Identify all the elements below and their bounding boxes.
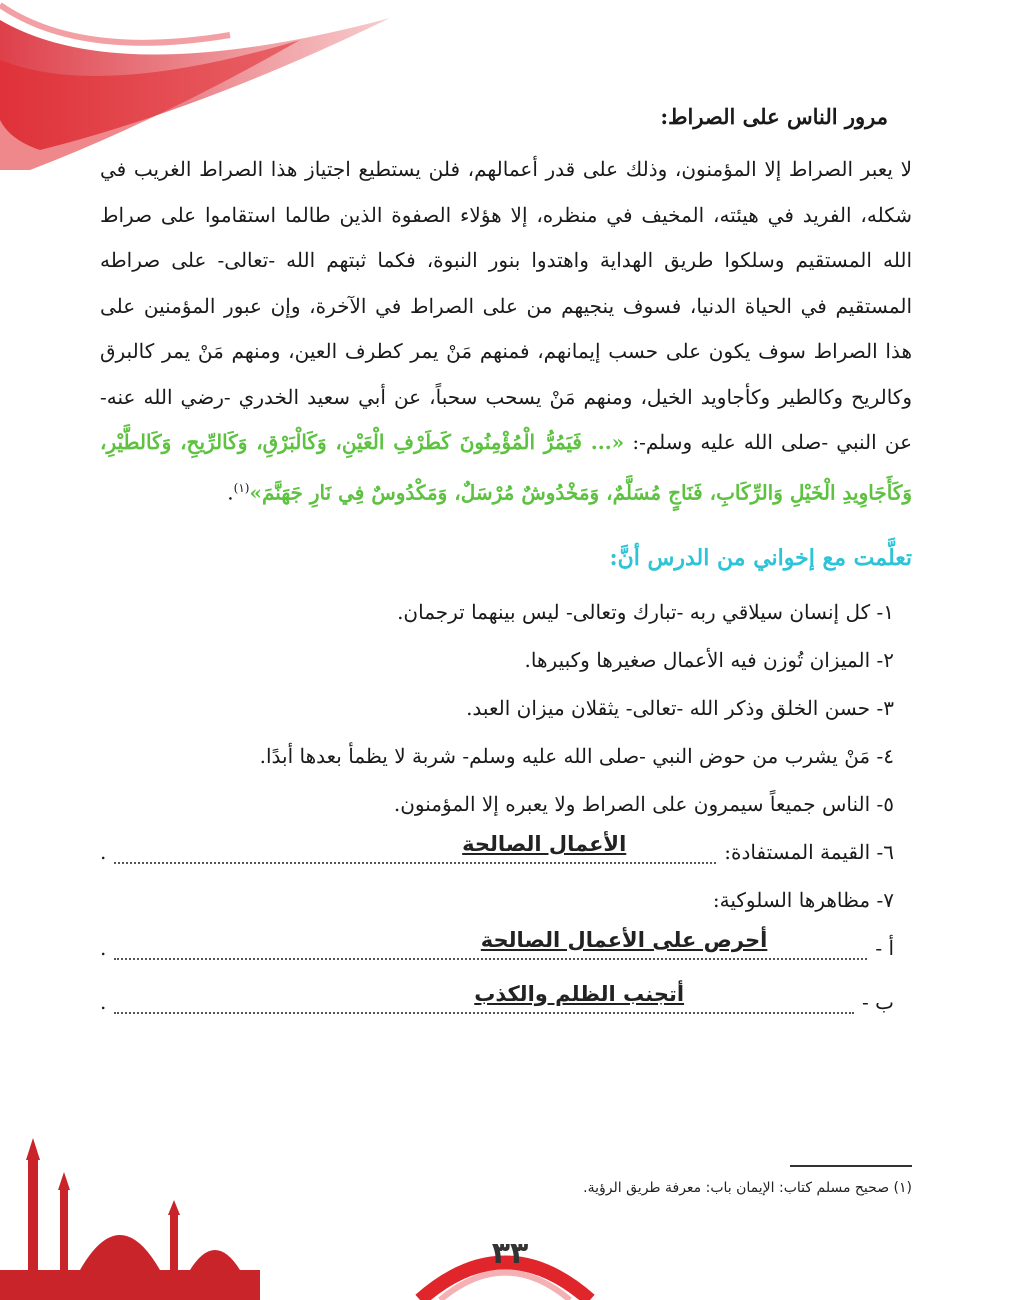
behavior-b-end-dot: . bbox=[100, 989, 107, 1014]
behavior-b-label: ب - bbox=[862, 989, 894, 1014]
hadith-text: «... فَيَمُرُّ الْمُؤْمِنُونَ كَطَرْفِ الْعَيْنِ، وَكَالْبَرْقِ، وَكَالرِّيحِ، وَكَالطَّيْرِ، وَكَأَجَاوِيدِ الْخَيْلِ وَالرِّكَابِ، فَنَاجٍ مُسَلَّمٌ، وَمَخْدُوشٌ مُرْسَلٌ، وَمَكْدُوسٌ فِي نَارِ جَهَنَّمَ» bbox=[100, 430, 912, 505]
paragraph-line: الغريب في شكله، الفريد في هيئته، المخيف في منظره، إلا هؤلاء الصفوة الذين طالما bbox=[100, 157, 913, 227]
behavior-a-end-dot: . bbox=[100, 935, 107, 960]
footnote: (١) صحيح مسلم كتاب: الإيمان باب: معرفة طريق الرؤية. bbox=[583, 1180, 912, 1196]
list-item: ٢- الميزان تُوزن فيه الأعمال صغيرها وكبيرها. bbox=[524, 647, 894, 672]
value-label: ٦- القيمة المستفادة: bbox=[724, 839, 894, 864]
lesson-content bbox=[100, 95, 912, 1026]
hadith-intro: عن أبي سعيد الخدري -رضي الله عنه- عن النبي -صلى الله عليه وسلم-: bbox=[100, 384, 913, 454]
footnote-reference: (١) bbox=[233, 480, 250, 495]
page-number: ٣٣ bbox=[491, 1236, 529, 1271]
value-answer: الأعمال الصالحة bbox=[462, 831, 627, 856]
value-row bbox=[100, 828, 912, 876]
section-heading: مرور الناس على الصراط: bbox=[660, 104, 888, 129]
main-paragraph bbox=[100, 147, 912, 516]
behavior-a-label: أ - bbox=[875, 935, 894, 960]
behavior-a-answer-field[interactable] bbox=[114, 928, 867, 960]
mosque-silhouette-decoration bbox=[0, 1120, 260, 1300]
behavior-a-row bbox=[100, 924, 912, 972]
paragraph-line: لا يعبر الصراط إلا المؤمنون، وذلك على قدر أعمالهم، فلن يستطيع اجتياز هذا الصراط bbox=[199, 157, 912, 181]
paragraph-line: وإن عبور المؤمنين على هذا الصراط سوف يكون على حسب إيمانهم، فمنهم مَنْ يمر كطرف bbox=[100, 293, 913, 363]
value-end-dot: . bbox=[100, 839, 107, 864]
value-answer-field[interactable] bbox=[114, 832, 716, 864]
list-item: ٤- مَنْ يشرب من حوض النبي -صلى الله عليه وسلم- شربة لا يظمأ بعدها أبدًا. bbox=[259, 743, 894, 768]
paragraph-end: . bbox=[227, 480, 234, 505]
paragraph-line: استقاموا على صراط الله المستقيم وسلكوا طريق الهداية واهتدوا بنور النبوة، فكما ثبتهم الله bbox=[100, 202, 912, 272]
list-item: ٥- الناس جميعاً سيمرون على الصراط ولا يعبره إلا المؤمنون. bbox=[393, 791, 894, 816]
behavior-b-row bbox=[100, 978, 912, 1026]
behavior-b-answer-field[interactable] bbox=[114, 982, 854, 1014]
paragraph-line: -تعالى- على صراطه المستقيم في الحياة الدنيا، فسوف ينجيهم من على الصراط في الآخرة، bbox=[100, 248, 913, 318]
behavior-a-answer: أحرص على الأعمال الصالحة bbox=[480, 927, 768, 952]
paragraph-line: العين، ومنهم مَنْ يمر كالبرق وكالريح وكالطير وكأجاويد الخيل، ومنهم مَنْ يسحب سحباً، bbox=[100, 339, 913, 409]
list-item: ٣- حسن الخلق وذكر الله -تعالى- يثقلان ميزان العبد. bbox=[466, 695, 894, 720]
list-item: ١- كل إنسان سيلاقي ربه -تبارك وتعالى- ليس بينهما ترجمان. bbox=[397, 599, 894, 624]
learned-title: تعلَّمت مع إخواني من الدرس أنَّ: bbox=[609, 544, 912, 571]
behavior-b-answer: أتجنب الظلم والكذب bbox=[474, 981, 685, 1006]
behaviors-label: ٧- مظاهرها السلوكية: bbox=[712, 887, 894, 912]
footnote-divider bbox=[790, 1165, 912, 1167]
